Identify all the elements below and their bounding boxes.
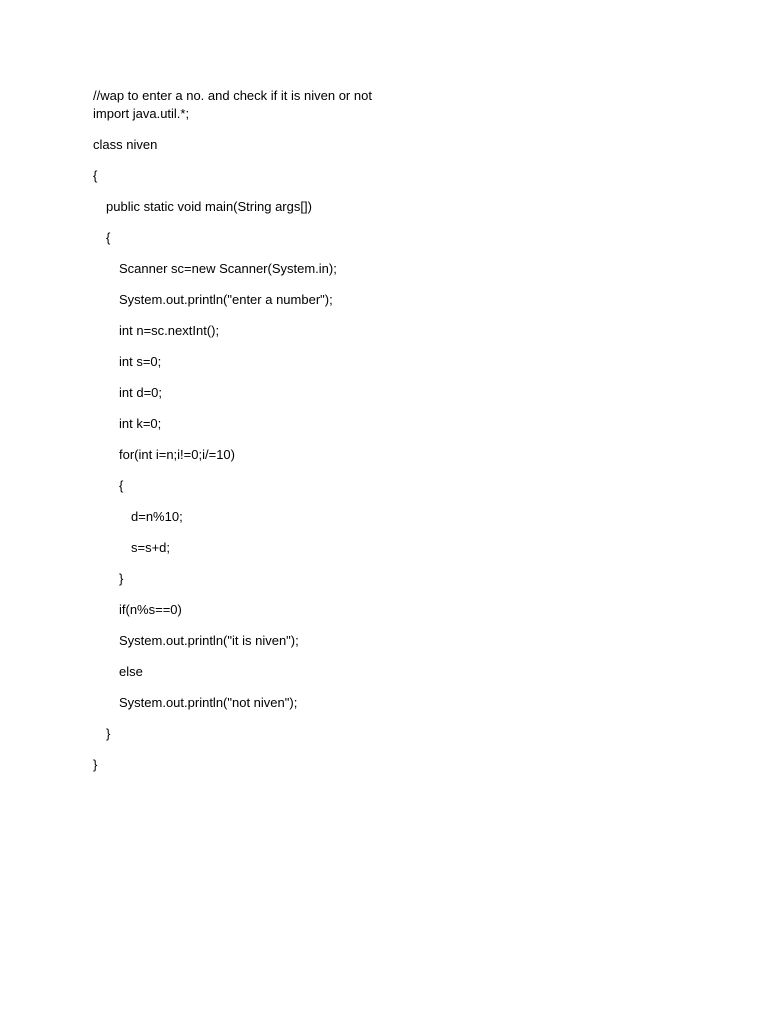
code-for-loop-line: for(int i=n;i!=0;i/=10) xyxy=(119,447,235,462)
code-prompt-line: System.out.println("enter a number"); xyxy=(119,292,333,307)
code-class-open-brace: { xyxy=(93,168,98,183)
code-int-k-line: int k=0; xyxy=(119,416,162,431)
code-for-open-brace: { xyxy=(119,478,124,493)
code-comment: //wap to enter a no. and check if it is niven or not xyxy=(93,88,372,103)
code-print-niven-line: System.out.println("it is niven"); xyxy=(119,633,299,648)
code-scanner-line: Scanner sc=new Scanner(System.in); xyxy=(119,261,337,276)
code-for-close-brace: } xyxy=(119,571,124,586)
code-read-int-line: int n=sc.nextInt(); xyxy=(119,323,220,338)
code-print-not-niven-line: System.out.println("not niven"); xyxy=(119,695,298,710)
code-main-declaration: public static void main(String args[]) xyxy=(106,199,312,214)
code-else-line: else xyxy=(119,664,143,679)
code-import: import java.util.*; xyxy=(93,106,190,121)
code-main-close-brace: } xyxy=(106,726,111,741)
code-class-close-brace: } xyxy=(93,757,98,772)
code-digit-line: d=n%10; xyxy=(131,509,183,524)
code-if-line: if(n%s==0) xyxy=(119,602,182,617)
code-int-s-line: int s=0; xyxy=(119,354,162,369)
code-int-d-line: int d=0; xyxy=(119,385,163,400)
code-main-open-brace: { xyxy=(106,230,111,245)
code-sum-line: s=s+d; xyxy=(131,540,171,555)
code-class-declaration: class niven xyxy=(93,137,158,152)
